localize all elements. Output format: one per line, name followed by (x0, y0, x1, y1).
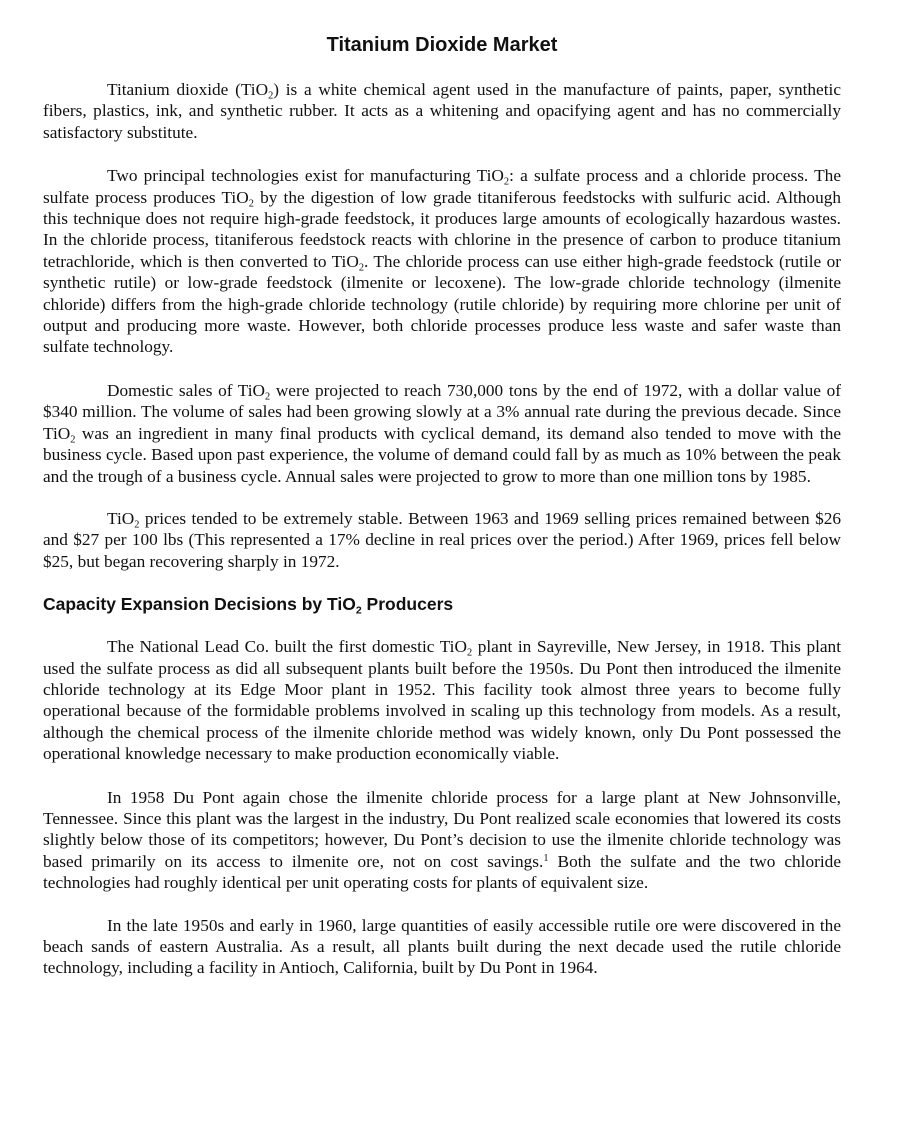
paragraph-national-lead: The National Lead Co. built the first domestic TiO$_2$ plant in Sayreville, New Jersey, in 1918. This plant used the sulfate process as did all subsequent plants built before the 1950s. Du Pont then introduced the ilmenite chloride technology at its Edge Moor plant in 1952. This facility took almost three years to become fully operational because of the formidable problems involved in scaling up this technology from models. As a result, although the chemical process of the ilmenite chloride method was widely known, only Du Pont possessed the operational knowledge necessary to make production economically viable. (43, 637, 841, 764)
paragraph-rutile-discovery: In the late 1950s and early in 1960, large quantities of easily accessible rutile ore were discovered in the beach sands of eastern Australia. As a result, all plants built during the next decade used the rutile chloride technology, including a facility in Antioch, California, built by Du Pont in 1964. (43, 915, 841, 978)
paragraph-prices: TiO$_2$ prices tended to be extremely stable. Between 1963 and 1969 selling prices remained between $26 and $27 per 100 lbs (This represented a 17% decline in real prices over the period.) After 1969, prices fell below $25, but began recovering sharply in 1972. (43, 508, 841, 571)
paragraph-intro: Titanium dioxide (TiO$_2$) is a white chemical agent used in the manufacture of paints, paper, synthetic fibers, plastics, ink, and synthetic rubber. It acts as a whitening and opacifying agent and has no commercially satisfactory substitute. (43, 80, 841, 142)
document-title: Titanium Dioxide Market (326, 34, 558, 56)
paragraph-technologies: Two principal technologies exist for manufacturing TiO$_2$: a sulfate process and a chloride process. The sulfate process produces TiO$_2$ by the digestion of low grade titaniferous feedstocks with sulfuric acid. Although this technique does not require high-grade feedstock, it produces large amounts of ecologically hazardous wastes. In the chloride process, titaniferous feedstock reacts with chlorine in the presence of carbon to produce titanium tetrachloride, which is then converted to TiO$_2$. The chloride process can use either high-grade feedstock (rutile or synthetic rutile) or low-grade feedstock (ilmenite or lecoxene). The low-grade chloride technology (ilmenite chloride) differs from the high-grade chloride technology (rutile chloride) by requiring more chlorine per unit of output and producing more waste. However, both chloride processes produce less waste and safer waste than sulfate technology. (43, 166, 841, 357)
section-heading: Capacity Expansion Decisions by TiO$_2$ Producers (43, 594, 454, 617)
document-page (43, 0, 841, 979)
paragraph-du-pont-1958: In 1958 Du Pont again chose the ilmenite chloride process for a large plant at New Johnsonville, Tennessee. Since this plant was the largest in the industry, Du Pont realized scale economies that lowered its costs slightly below those of its competitors; however, Du Pont’s decision to use the ilmenite chloride technology was based primarily on its access to ilmenite ore, not on cost savings.$^1$ Both the sulfate and the two chloride technologies had roughly identical per unit operating costs for plants of equivalent size. (43, 787, 841, 893)
paragraph-domestic-sales: Domestic sales of TiO$_2$ were projected to reach 730,000 tons by the end of 1972, with a dollar value of $340 million. The volume of sales had been growing slowly at a 3% annual rate during the previous decade. Since TiO$_2$ was an ingredient in many final products with cyclical demand, its demand also tended to move with the business cycle. Based upon past experience, the volume of demand could fall by as much as 10% between the peak and the trough of a business cycle. Annual sales were projected to grow to more than one million tons by 1985. (43, 380, 841, 486)
